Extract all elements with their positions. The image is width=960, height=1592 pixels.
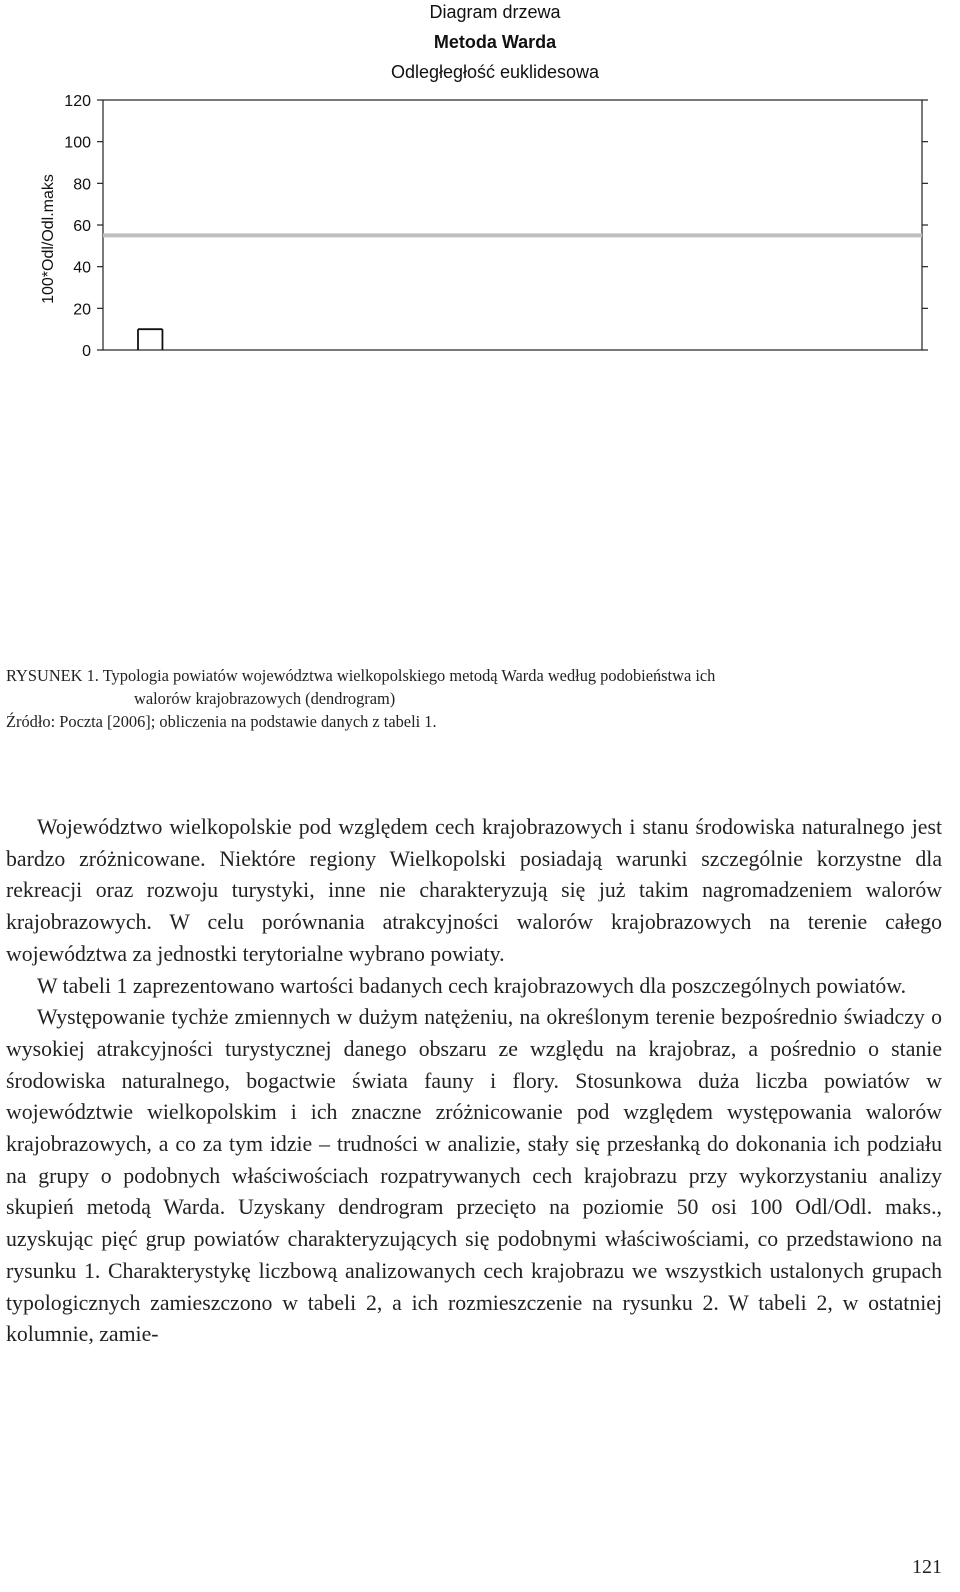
caption-line-2: walorów krajobrazowych (dendrogram)	[134, 689, 396, 708]
chart-subtitle-distance: Odległegłość euklidesowa	[390, 62, 600, 82]
y-tick-label: 100	[64, 134, 91, 152]
caption-line-1: RYSUNEK 1. Typologia powiatów województwa wielkopolskiego metodą Warda według podobieństwa ich	[6, 666, 716, 685]
page-number: 121	[912, 1556, 942, 1578]
paragraph-3: Występowanie tychże zmiennych w dużym natężeniu, na określonym terenie bezpośrednio świadczy o wysokiej atrakcyjności turystycznej danego obszaru ze względu na krajobraz, a pośrednio o stanie środowiska naturalnego, bogactwie świata fauny i flory. Stosunkowa duża liczba powiatów w województwie wielkopolskim i ich znaczne zróżnicowanie pod względem występowania walorów krajobrazowych, a co za tym idzie – trudności w analizie, stały się przesłanką do dokonania ich podziału na grupy o podobnych właściwościach rozpatrywanych cech krajobrazu przy wykorzystaniu analizy skupień metodą Warda. Uzyskany dendrogram przecięto na poziomie 50 osi 100 Odl/Odl. maks., uzyskując pięć grup powiatów charakteryzujących się podobnymi właściwościami, co przedstawiono na rysunku 1. Charakterystykę liczbową analizowanych cech krajobrazu we wszystkich ustalonych grupach typologicznych zamieszczono w tabeli 2, a ich rozmieszczenie na rysunku 2. W tabeli 2, w ostatniej kolumnie, zamie-	[6, 1005, 942, 1347]
y-tick-label: 40	[73, 259, 91, 277]
dendrogram-svg	[0, 0, 960, 650]
plot-frame	[103, 100, 922, 350]
y-tick-label: 80	[73, 176, 91, 194]
y-axis-label: 100*Odl/Odl.maks	[40, 174, 57, 304]
dendrogram-figure	[0, 0, 960, 650]
paragraph-2: W tabeli 1 zaprezentowano wartości badanych cech krajobrazowych dla poszczególnych powiatów.	[37, 973, 907, 998]
chart-title: Diagram drzewa	[429, 2, 561, 22]
paragraph-1: Województwo wielkopolskie pod względem cech krajobrazowych i stanu środowiska naturalnego jest bardzo zróżnicowane. Niektóre regiony Wielkopolski posiadają warunki szczególnie korzystne dla rekreacji oraz rozwoju turystyki, inne nie charakteryzują się już takim nagromadzeniem walorów krajobrazowych. W celu porównania atrakcyjności walorów krajobrazowych na terenie całego województwa za jednostki terytorialne wybrano powiaty.	[6, 815, 942, 966]
y-tick-label: 60	[73, 218, 91, 235]
caption-source: Źródło: Poczta [2006]; obliczenia na podstawie danych z tabeli 1.	[6, 712, 437, 731]
y-tick-label: 20	[73, 301, 91, 319]
figure-caption	[6, 664, 954, 733]
chart-subtitle-method: Metoda Warda	[433, 32, 557, 52]
body-text	[6, 812, 942, 1351]
y-tick-label: 0	[82, 343, 91, 360]
y-tick-label: 120	[64, 93, 91, 110]
